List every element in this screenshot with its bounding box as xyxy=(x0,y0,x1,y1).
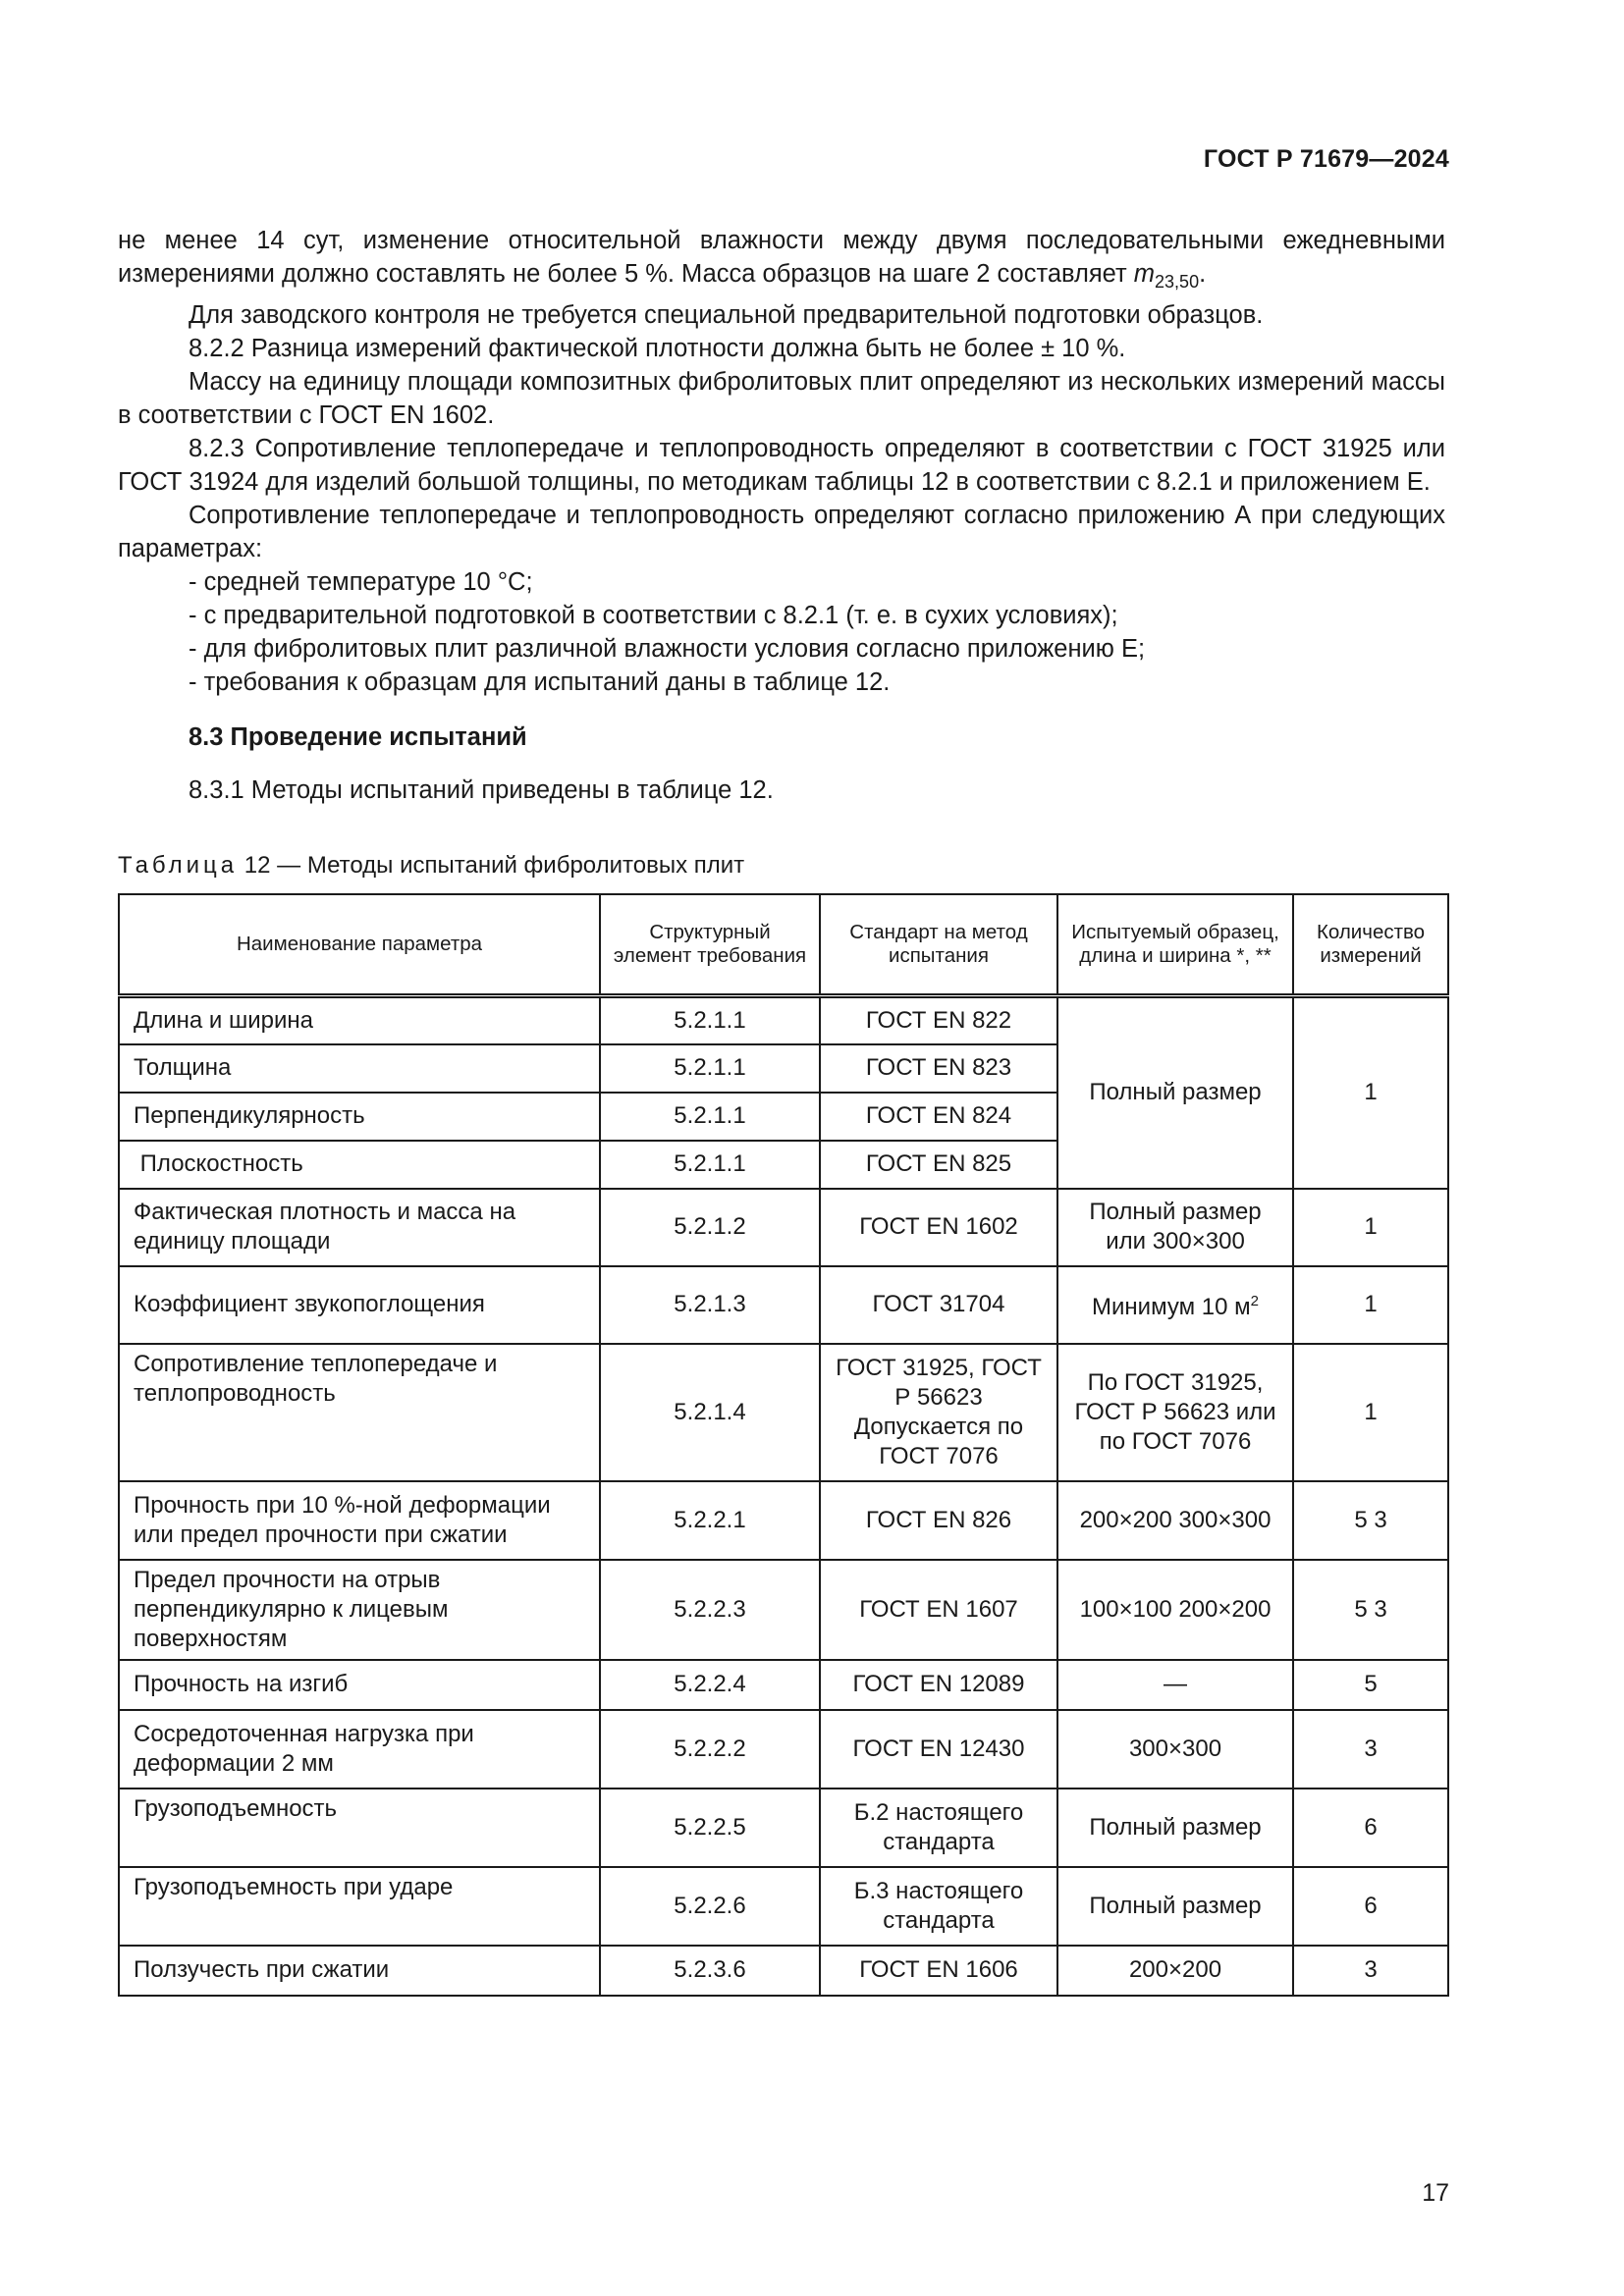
paragraph-text: не менее 14 сут, изменение относительной влажности между двумя последовательными ежедневными измерениями должно составлять не более 5 %. Масса образцов на шаге 2 составляет xyxy=(118,227,1445,288)
cell-param: Сосредоточенная нагрузка при деформации 2 мм xyxy=(119,1710,600,1789)
cell-standard: Б.2 настоящего стандарта xyxy=(820,1789,1057,1867)
cell-sample: 100×100 200×200 xyxy=(1057,1560,1293,1660)
cell-element: 5.2.2.1 xyxy=(600,1481,820,1560)
page-number: 17 xyxy=(1422,2179,1449,2207)
cell-standard: Б.3 настоящего стандарта xyxy=(820,1867,1057,1946)
cell-sample: 200×200 xyxy=(1057,1946,1293,1996)
cell-param: Плоскостность xyxy=(119,1141,600,1189)
caption-text: 12 — Методы испытаний фибролитовых плит xyxy=(244,852,745,879)
list-item: - требования к образцам для испытаний даны в таблице 12. xyxy=(189,668,891,696)
cell-count: 5 3 xyxy=(1293,1560,1448,1660)
table-row xyxy=(119,1560,1448,1660)
cell-param: Прочность на изгиб xyxy=(119,1660,600,1710)
cell-param: Сопротивление теплопередаче и теплопроводность xyxy=(119,1344,600,1481)
punctuation: . xyxy=(1199,260,1207,288)
mass-variable: m xyxy=(1133,260,1156,288)
cell-sample-merged: Полный размер xyxy=(1057,996,1293,1189)
column-header: Наименование параметра xyxy=(119,894,600,996)
cell-param: Коэффициент звукопоглощения xyxy=(119,1266,600,1344)
table-row xyxy=(119,1660,1448,1710)
cell-sample: Полный размер или 300×300 xyxy=(1057,1189,1293,1266)
cell-standard: ГОСТ EN 822 xyxy=(820,996,1057,1044)
sample-superscript: 2 xyxy=(1250,1293,1259,1309)
cell-element: 5.2.2.6 xyxy=(600,1867,820,1946)
cell-param: Прочность при 10 %-ной деформации или предел прочности при сжатии xyxy=(119,1481,600,1560)
cell-standard: ГОСТ EN 825 xyxy=(820,1141,1057,1189)
column-header: Количество измерений xyxy=(1293,894,1448,996)
cell-param: Ползучесть при сжатии xyxy=(119,1946,600,1996)
test-methods-table xyxy=(118,893,1449,1997)
cell-standard: ГОСТ EN 823 xyxy=(820,1044,1057,1093)
column-header: Испытуемый образец, длина и ширина *, ** xyxy=(1057,894,1293,996)
cell-element: 5.2.2.4 xyxy=(600,1660,820,1710)
table-row xyxy=(119,1946,1448,1996)
cell-param: Длина и ширина xyxy=(119,996,600,1044)
list-item: - для фибролитовых плит различной влажности условия согласно приложению Е; xyxy=(189,635,1146,663)
cell-sample: 300×300 xyxy=(1057,1710,1293,1789)
table-row xyxy=(119,1344,1448,1481)
cell-count: 5 xyxy=(1293,1660,1448,1710)
table-row xyxy=(119,1189,1448,1266)
sample-text: Минимум 10 м xyxy=(1092,1294,1251,1320)
cell-count: 3 xyxy=(1293,1710,1448,1789)
table-row xyxy=(119,1481,1448,1560)
column-header: Структурный элемент требования xyxy=(600,894,820,996)
cell-element: 5.2.1.1 xyxy=(600,1093,820,1141)
cell-count: 5 3 xyxy=(1293,1481,1448,1560)
cell-sample: Полный размер xyxy=(1057,1789,1293,1867)
table-row xyxy=(119,1710,1448,1789)
cell-count: 1 xyxy=(1293,1344,1448,1481)
cell-sample: Полный размер xyxy=(1057,1867,1293,1946)
cell-sample: — xyxy=(1057,1660,1293,1710)
cell-standard: ГОСТ EN 1602 xyxy=(820,1189,1057,1266)
cell-param: Толщина xyxy=(119,1044,600,1093)
cell-standard: ГОСТ EN 1607 xyxy=(820,1560,1057,1660)
parameter-list xyxy=(118,565,1445,699)
cell-param: Предел прочности на отрыв перпендикулярно к лицевым поверхностям xyxy=(119,1560,600,1660)
table-caption xyxy=(118,852,744,880)
paragraph-8-2-3: 8.2.3 Сопротивление теплопередаче и теплопроводность определяют в соответствии с ГОСТ 31925 или ГОСТ 31924 для изделий большой толщины, по методикам таблицы 12 в соответствии с 8.2.1 и приложением Е. xyxy=(118,435,1445,496)
body-text xyxy=(118,224,1445,807)
cell-param: Грузоподъемность xyxy=(119,1789,600,1867)
paragraph-mass-per-area: Массу на единицу площади композитных фибролитовых плит определяют из нескольких измерений массы в соответствии с ГОСТ EN 1602. xyxy=(118,368,1445,429)
cell-standard: ГОСТ EN 12430 xyxy=(820,1710,1057,1789)
paragraph-8-2-2: 8.2.2 Разница измерений фактической плотности должна быть не более ± 10 %. xyxy=(189,335,1126,362)
cell-standard: ГОСТ EN 1606 xyxy=(820,1946,1057,1996)
cell-element: 5.2.1.3 xyxy=(600,1266,820,1344)
cell-element: 5.2.2.2 xyxy=(600,1710,820,1789)
cell-count: 3 xyxy=(1293,1946,1448,1996)
table-row xyxy=(119,1789,1448,1867)
cell-standard: ГОСТ EN 12089 xyxy=(820,1660,1057,1710)
cell-count: 6 xyxy=(1293,1867,1448,1946)
column-header: Стандарт на метод испытания xyxy=(820,894,1057,996)
paragraph-thermal-params: Сопротивление теплопередаче и теплопроводность определяют согласно приложению А при следующих параметрах: xyxy=(118,502,1445,562)
cell-count: 6 xyxy=(1293,1789,1448,1867)
cell-element: 5.2.1.1 xyxy=(600,1044,820,1093)
cell-param: Перпендикулярность xyxy=(119,1093,600,1141)
cell-param: Грузоподъемность при ударе xyxy=(119,1867,600,1946)
cell-count-merged: 1 xyxy=(1293,996,1448,1189)
table-row xyxy=(119,996,1448,1044)
cell-sample xyxy=(1057,1266,1293,1344)
cell-element: 5.2.3.6 xyxy=(600,1946,820,1996)
list-item: - с предварительной подготовкой в соответствии с 8.2.1 (т. е. в сухих условиях); xyxy=(189,602,1118,629)
document-id-header: ГОСТ Р 71679—2024 xyxy=(1203,145,1449,173)
cell-element: 5.2.2.3 xyxy=(600,1560,820,1660)
table-row xyxy=(119,1266,1448,1344)
paragraph-8-3-1: 8.3.1 Методы испытаний приведены в таблице 12. xyxy=(189,776,774,804)
cell-element: 5.2.1.2 xyxy=(600,1189,820,1266)
cell-sample: По ГОСТ 31925, ГОСТ Р 56623 или по ГОСТ 7076 xyxy=(1057,1344,1293,1481)
cell-standard: ГОСТ EN 824 xyxy=(820,1093,1057,1141)
caption-word: Таблица xyxy=(118,852,239,879)
cell-standard: ГОСТ 31925, ГОСТ Р 56623 Допускается по ГОСТ 7076 xyxy=(820,1344,1057,1481)
cell-standard: ГОСТ EN 826 xyxy=(820,1481,1057,1560)
cell-element: 5.2.1.1 xyxy=(600,996,820,1044)
paragraph-factory-control: Для заводского контроля не требуется специальной предварительной подготовки образцов. xyxy=(189,301,1264,329)
section-heading: 8.3 Проведение испытаний xyxy=(189,723,527,751)
table-row xyxy=(119,1867,1448,1946)
cell-element: 5.2.1.1 xyxy=(600,1141,820,1189)
cell-standard: ГОСТ 31704 xyxy=(820,1266,1057,1344)
cell-count: 1 xyxy=(1293,1266,1448,1344)
mass-subscript: 23,50 xyxy=(1155,272,1200,292)
list-item: - средней температуре 10 °С; xyxy=(189,568,533,596)
cell-sample: 200×200 300×300 xyxy=(1057,1481,1293,1560)
cell-element: 5.2.1.4 xyxy=(600,1344,820,1481)
cell-element: 5.2.2.5 xyxy=(600,1789,820,1867)
paragraph-continuation xyxy=(118,224,1445,298)
cell-count: 1 xyxy=(1293,1189,1448,1266)
table-header-row xyxy=(119,894,1448,996)
cell-param: Фактическая плотность и масса на единицу площади xyxy=(119,1189,600,1266)
